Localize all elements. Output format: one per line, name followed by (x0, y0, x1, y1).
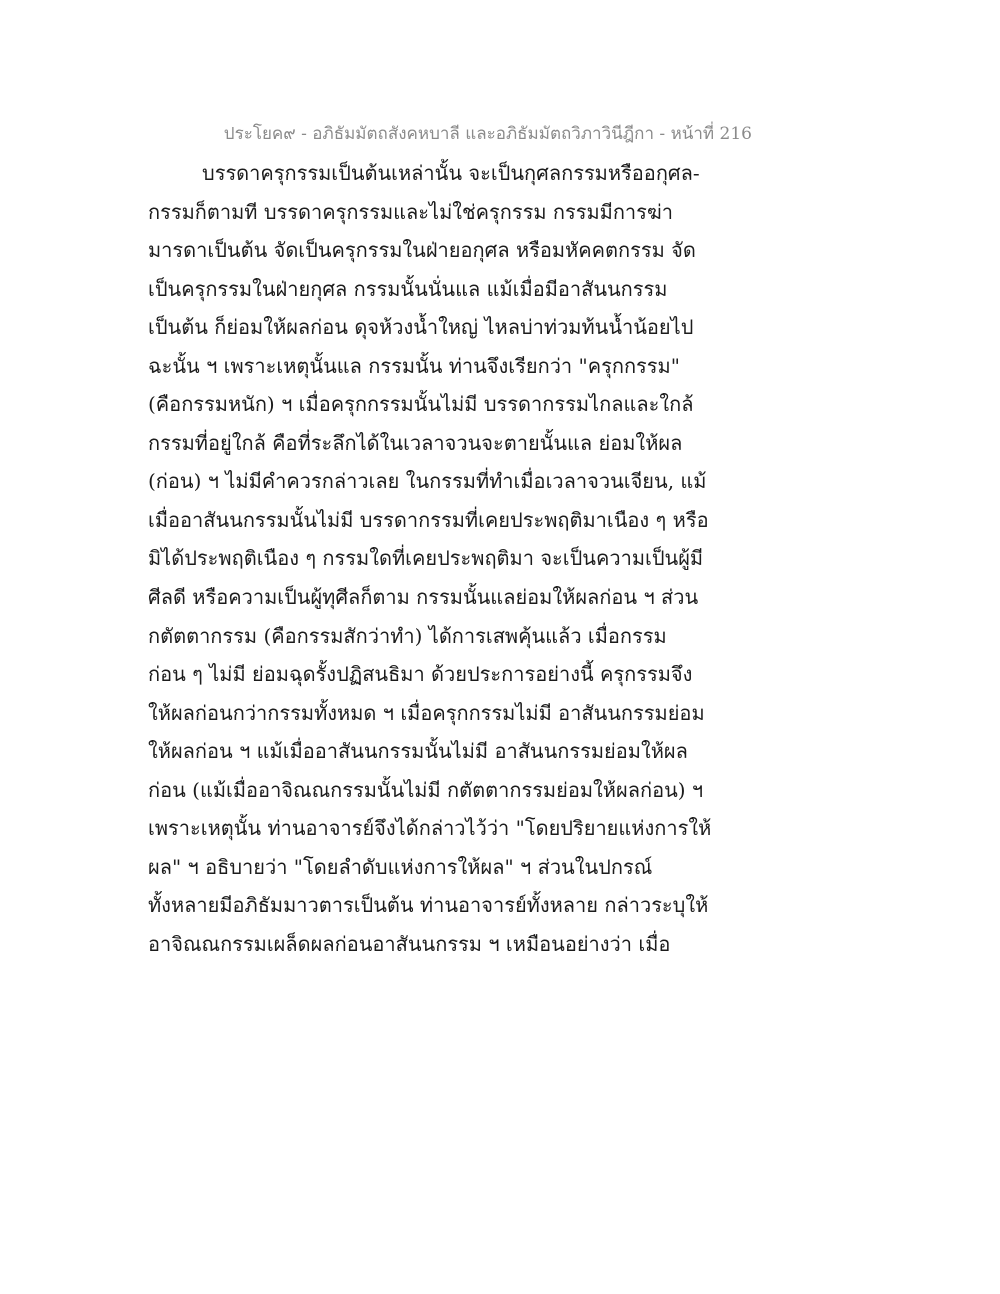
text-line: กตัตตากรรม (คือกรรมสักว่าทำ) ได้การเสพคุ้นแล้ว เมื่อกรรม (148, 623, 667, 648)
text-line: เป็นต้น ก็ย่อมให้ผลก่อน ดุจห้วงน้ำใหญ่ ไหลบ่าท่วมท้นน้ำน้อยไป (148, 315, 694, 340)
text-line: ให้ผลก่อนกว่ากรรมทั้งหมด ฯ เมื่อครุกกรรมไม่มี อาสันนกรรมย่อม (148, 700, 705, 725)
text-line: มารดาเป็นต้น จัดเป็นครุกรรมในฝ่ายอกุศล หรือมหัคคตกรรม จัด (148, 238, 696, 263)
text-line: ทั้งหลายมีอภิธัมมาวตารเป็นต้น ท่านอาจารย์ทั้งหลาย กล่าวระบุให้ (148, 893, 709, 918)
text-line: อาจิณณกรรมเผล็ดผลก่อนอาสันนกรรม ฯ เหมือนอย่างว่า เมื่อ (148, 931, 671, 956)
text-line: (ก่อน) ฯ ไม่มีคำควรกล่าวเลย ในกรรมที่ทำเมื่อเวลาจวนเจียน, แม้ (148, 469, 707, 494)
text-line: เป็นครุกรรมในฝ่ายกุศล กรรมนั้นนั่นแล แม้เมื่อมีอาสันนกรรม (148, 276, 668, 301)
text-line: ฉะนั้น ฯ เพราะเหตุนั้นแล กรรมนั้น ท่านจึงเรียกว่า "ครุกกรรม" (148, 353, 680, 378)
body-text (148, 154, 712, 963)
text-line: ศีลดี หรือความเป็นผู้ทุศีลก็ตาม กรรมนั้นแลย่อมให้ผลก่อน ฯ ส่วน (148, 585, 699, 610)
text-line: ให้ผลก่อน ฯ แม้เมื่ออาสันนกรรมนั้นไม่มี อาสันนกรรมย่อมให้ผล (148, 739, 688, 764)
text-line: กรรมที่อยู่ใกล้ คือที่ระลึกได้ในเวลาจวนจะตายนั้นแล ย่อมให้ผล (148, 430, 683, 455)
text-line: มิได้ประพฤติเนือง ๆ กรรมใดที่เคยประพฤติมา จะเป็นความเป็นผู้มี (148, 546, 704, 571)
text-line: กรรมก็ตามที บรรดาครุกรรมและไม่ใช่ครุกรรม กรรมมีการฆ่า (148, 199, 673, 224)
text-line: บรรดาครุกรรมเป็นต้นเหล่านั้น จะเป็นกุศลกรรมหรืออกุศล- (202, 161, 700, 185)
text-line: เมื่ออาสันนกรรมนั้นไม่มี บรรดากรรมที่เคยประพฤติมาเนือง ๆ หรือ (148, 507, 709, 532)
text-line: ผล" ฯ อธิบายว่า "โดยลำดับแห่งการให้ผล" ฯ ส่วนในปกรณ์ (148, 854, 653, 879)
text-line: เพราะเหตุนั้น ท่านอาจารย์จึงได้กล่าวไว้ว่า "โดยปริยายแห่งการให้ (148, 816, 712, 841)
running-header: ประโยค๙ - อภิธัมมัตถสังคหบาลี และอภิธัมมัตถวิภาวินีฎีกา - หน้าที่ 216 (223, 124, 752, 144)
text-line: (คือกรรมหนัก) ฯ เมื่อครุกกรรมนั้นไม่มี บรรดากรรมไกลและใกล้ (148, 392, 694, 417)
text-line: ก่อน (แม้เมื่ออาจิณณกรรมนั้นไม่มี กตัตตากรรมย่อมให้ผลก่อน) ฯ (148, 777, 704, 802)
text-line: ก่อน ๆ ไม่มี ย่อมฉุดรั้งปฏิสนธิมา ด้วยประการอย่างนี้ ครุกรรมจึง (148, 662, 693, 687)
